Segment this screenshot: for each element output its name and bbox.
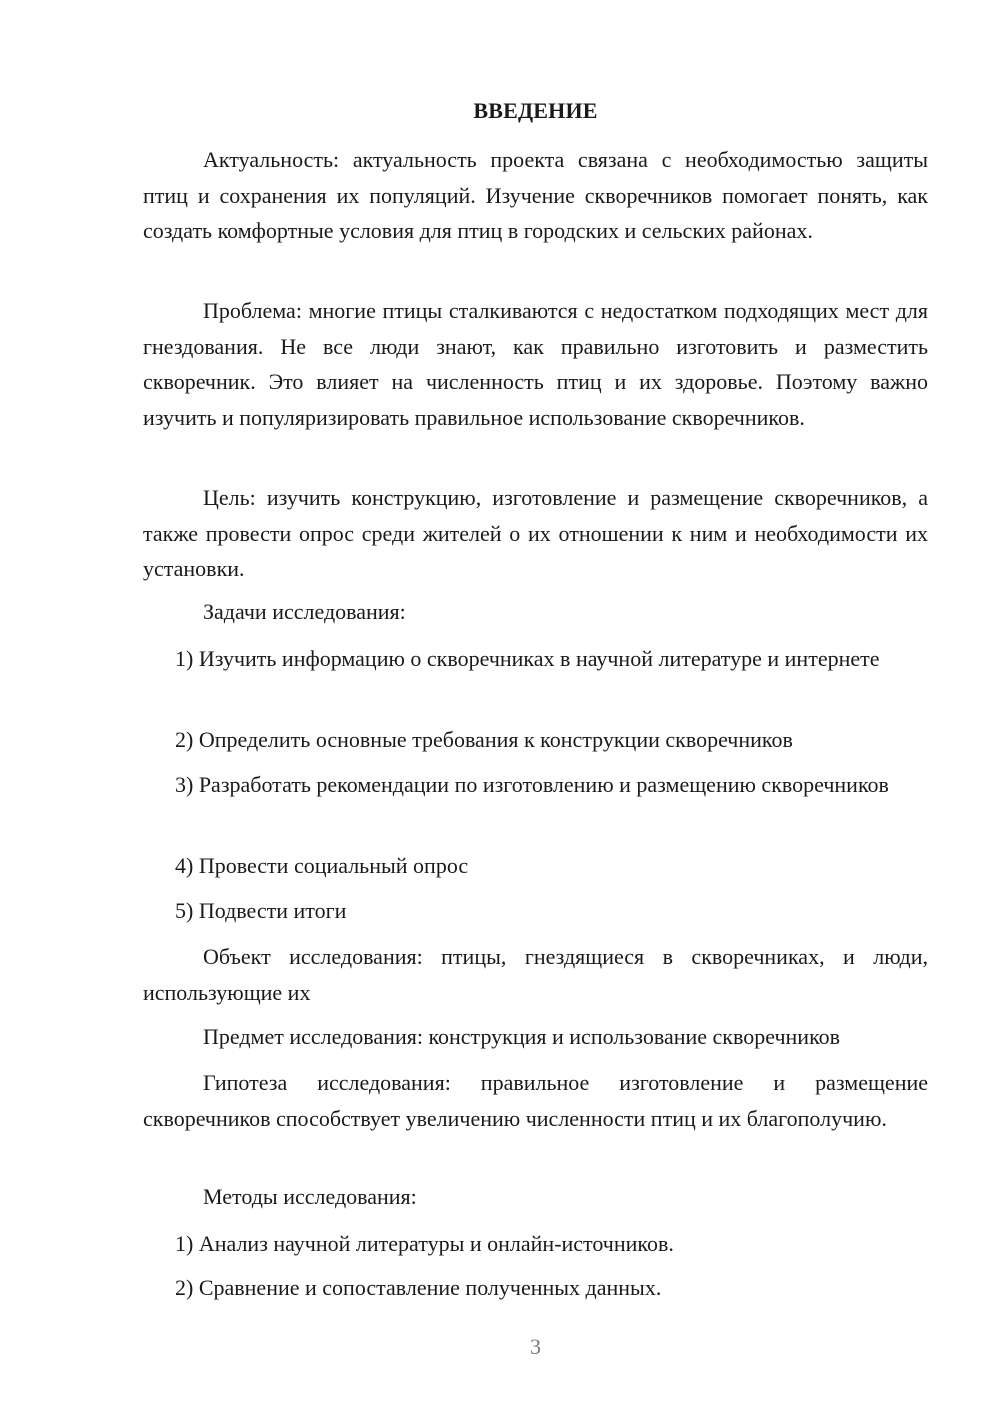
- paragraph-problem: Проблема: многие птицы сталкиваются с недостатком подходящих мест для гнездования. Не все люди знают, как правильно изготовить и разместить скворечник. Это влияет на численность птиц и их здоровье. Поэтому важно изучить и популяризировать правильное использование скворечников.: [143, 298, 928, 430]
- list-item-method-1: 1) Анализ научной литературы и онлайн-источников.: [175, 1231, 674, 1256]
- paragraph-subject: Предмет исследования: конструкция и использование скворечников: [203, 1024, 841, 1049]
- paragraph-object: Объект исследования: птицы, гнездящиеся в скворечниках, и люди, использующие их: [143, 944, 928, 1005]
- paragraph-goal: Цель: изучить конструкцию, изготовление и размещение скворечников, а также провести опрос среди жителей о их отношении к ним и необходимости их установки.: [143, 485, 928, 581]
- paragraph-hypothesis: Гипотеза исследования: правильное изготовление и размещение скворечников способствует увеличению численности птиц и их благополучию.: [143, 1070, 928, 1131]
- paragraph-relevance: Актуальность: актуальность проекта связана с необходимостью защиты птиц и сохранения их популяций. Изучение скворечников помогает понять, как создать комфортные условия для птиц в городских и сельских районах.: [143, 147, 928, 243]
- list-item-task-2: 2) Определить основные требования к конструкции скворечников: [175, 727, 793, 752]
- paragraph-tasks-heading: Задачи исследования:: [203, 599, 406, 624]
- list-item-method-2: 2) Сравнение и сопоставление полученных данных.: [175, 1275, 662, 1300]
- list-item-task-4: 4) Провести социальный опрос: [175, 853, 469, 878]
- document-page: [143, 0, 928, 1414]
- paragraph-methods-heading: Методы исследования:: [203, 1184, 417, 1209]
- list-item-task-3: 3) Разработать рекомендации по изготовлению и размещению скворечников: [175, 772, 889, 797]
- list-item-task-5: 5) Подвести итоги: [175, 898, 347, 923]
- page-number: 3: [530, 1334, 541, 1359]
- list-item-task-1: 1) Изучить информацию о скворечниках в научной литературе и интернете: [175, 646, 880, 671]
- section-title: ВВЕДЕНИЕ: [473, 98, 598, 123]
